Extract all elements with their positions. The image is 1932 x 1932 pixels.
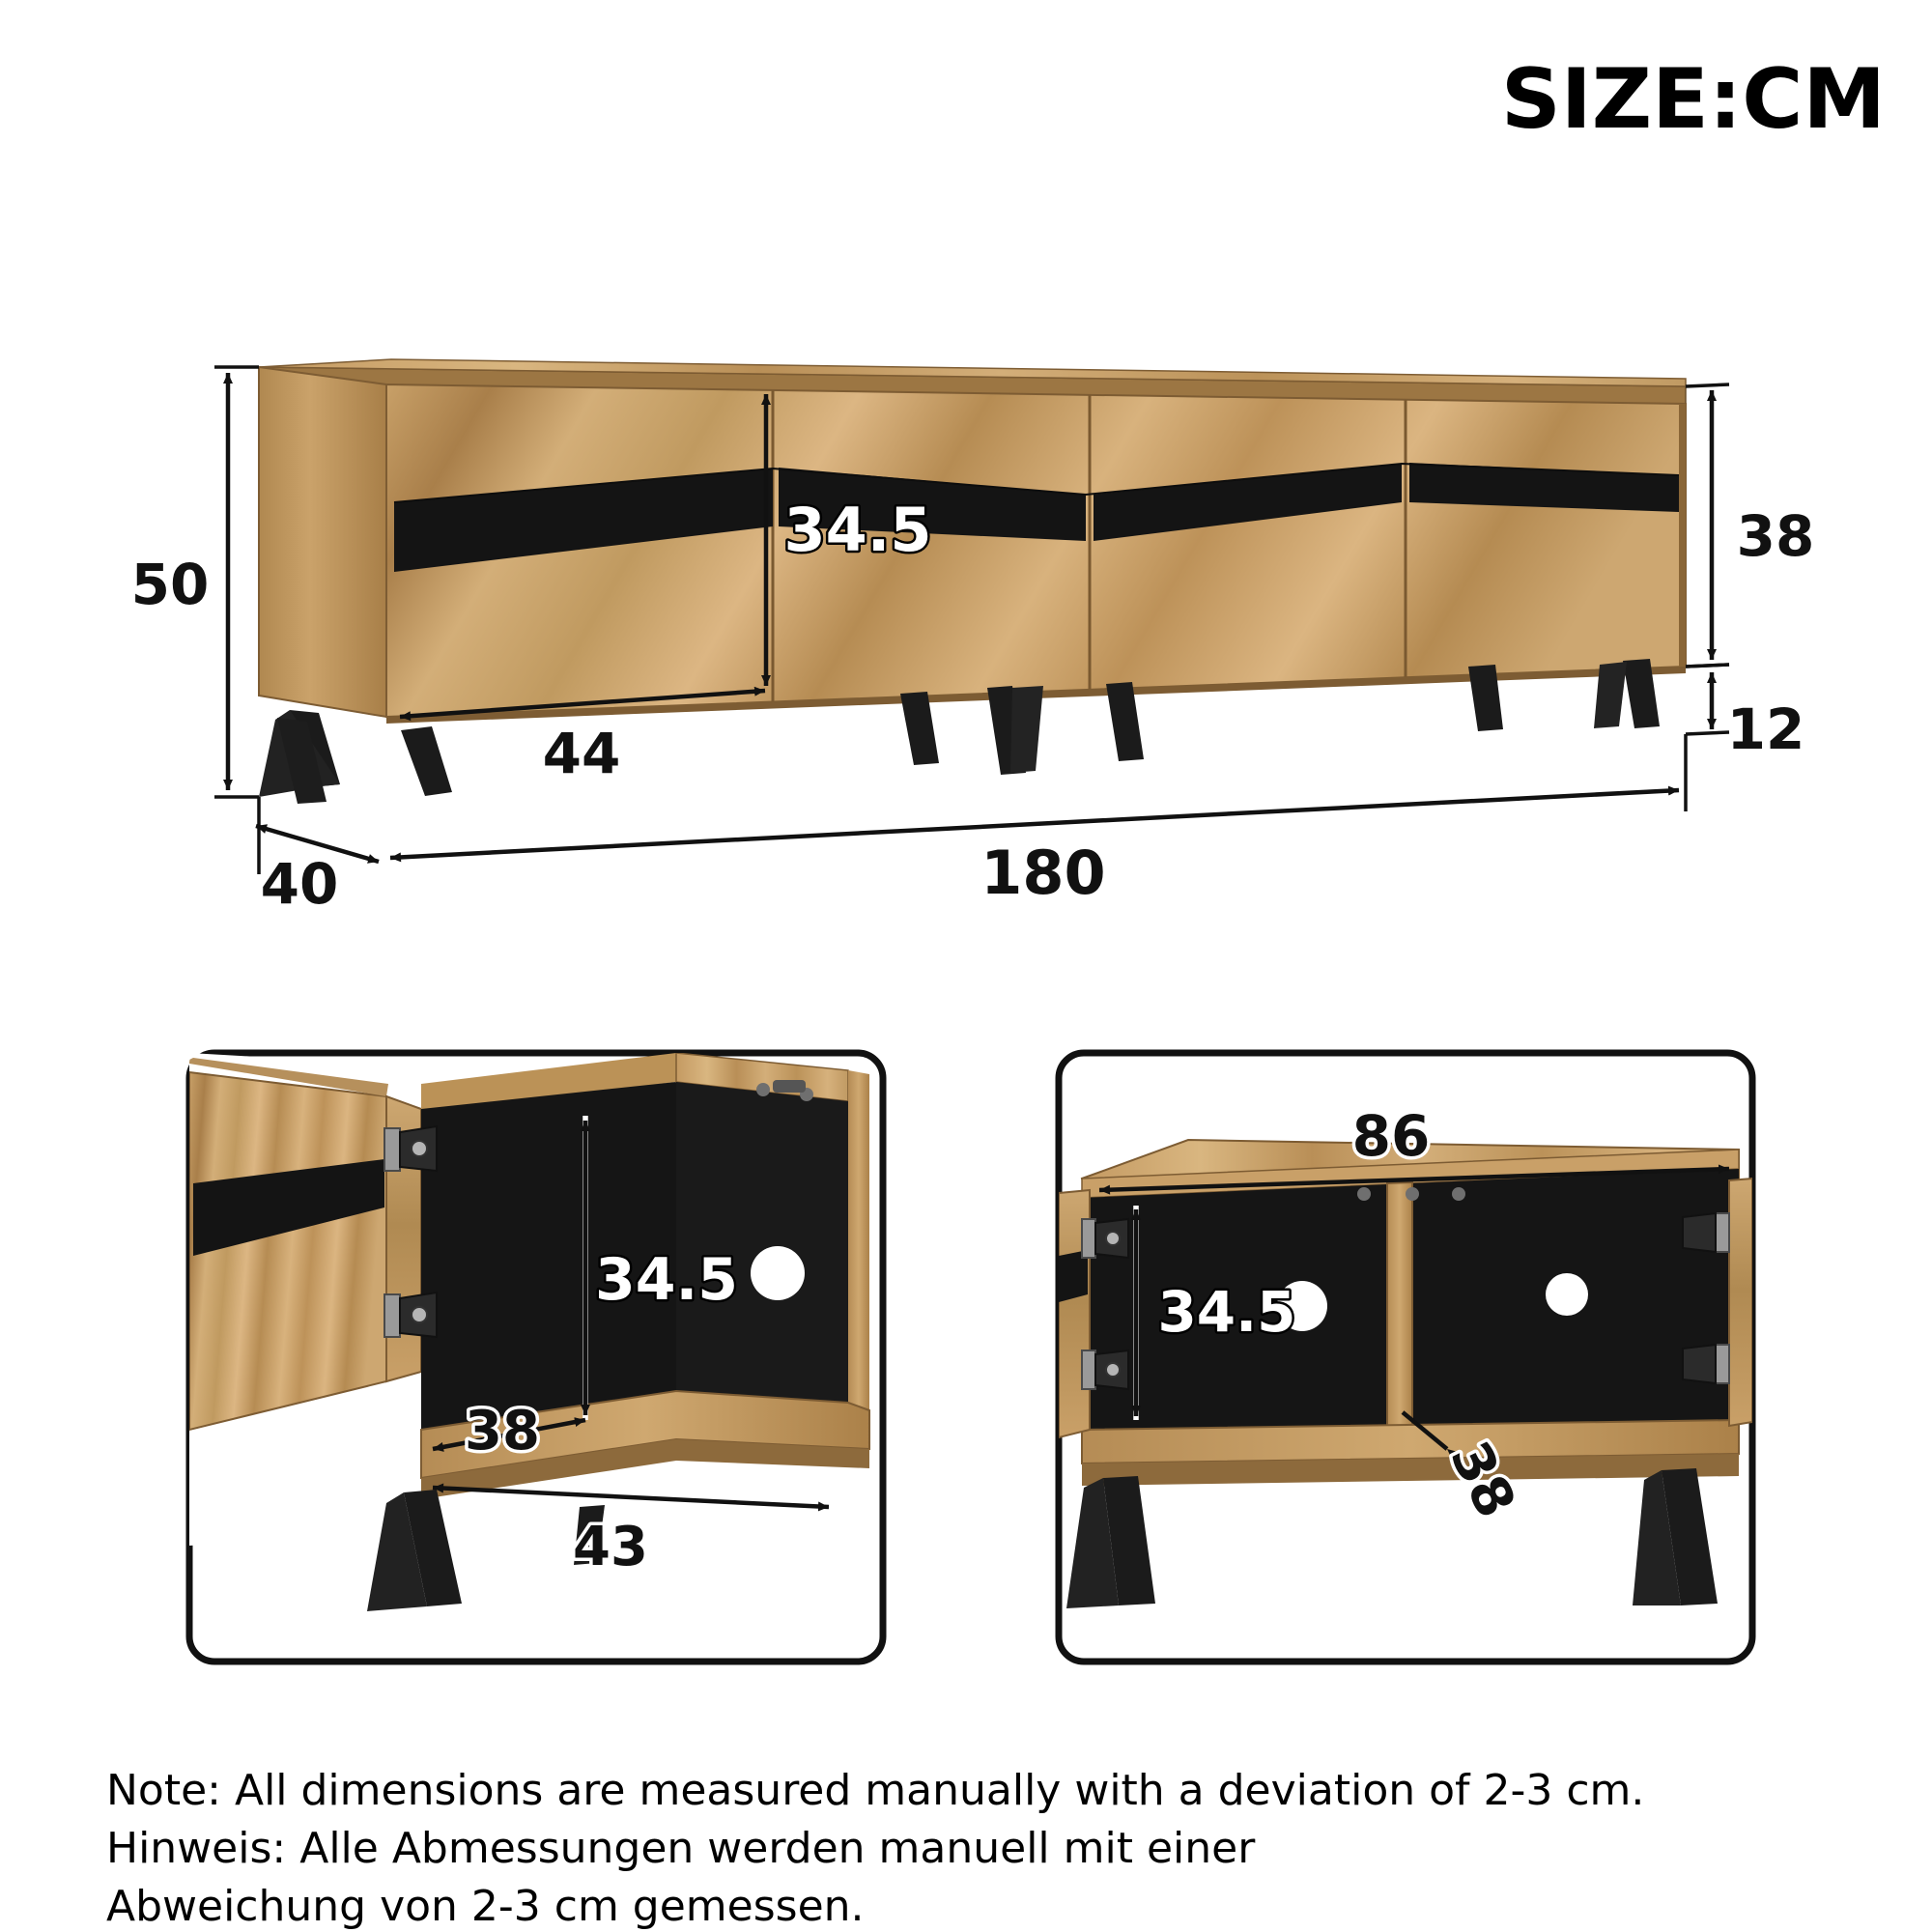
page-title: SIZE:CM xyxy=(1500,51,1886,148)
note-line-2: Hinweis: Alle Abmessungen werden manuell mit einer xyxy=(106,1824,1256,1873)
detail-panel-left xyxy=(184,1053,883,1662)
note-line-3: Abweichung von 2-3 cm gemessen. xyxy=(106,1882,865,1931)
label-left-inner-depth: 38 xyxy=(465,1400,540,1463)
label-right-inner-width: 86 xyxy=(1351,1103,1431,1169)
label-right-inner-depth: 38 xyxy=(1437,1432,1527,1528)
cable-hole xyxy=(751,1246,805,1300)
hinge-lower xyxy=(384,1293,437,1337)
label-door-height: 34.5 xyxy=(783,495,932,565)
detail-panel-right xyxy=(1059,1053,1752,1662)
hinge-right-panel-right-upper xyxy=(1683,1213,1729,1252)
label-left-inner-height: 34.5 xyxy=(594,1246,739,1314)
hinge-right-panel-left-upper xyxy=(1082,1219,1128,1258)
label-right-inner-height: 34.5 xyxy=(1157,1279,1296,1345)
label-depth: 40 xyxy=(260,851,339,917)
label-total-width: 180 xyxy=(980,838,1106,908)
main-cabinet-illustration xyxy=(259,359,1686,804)
label-leg-height: 12 xyxy=(1726,696,1805,762)
note-line-1: Note: All dimensions are measured manually with a deviation of 2-3 cm. xyxy=(106,1766,1645,1815)
label-left-inner-width: 43 xyxy=(573,1516,648,1578)
hinge-right-panel-right-lower xyxy=(1683,1345,1729,1383)
hinge-right-panel-left-lower xyxy=(1082,1350,1128,1389)
label-total-height: 50 xyxy=(130,552,210,617)
cable-hole-right xyxy=(1546,1273,1588,1316)
hinge-upper xyxy=(384,1126,437,1171)
label-door-width: 44 xyxy=(542,721,621,786)
label-cabinet-height: 38 xyxy=(1736,503,1815,569)
